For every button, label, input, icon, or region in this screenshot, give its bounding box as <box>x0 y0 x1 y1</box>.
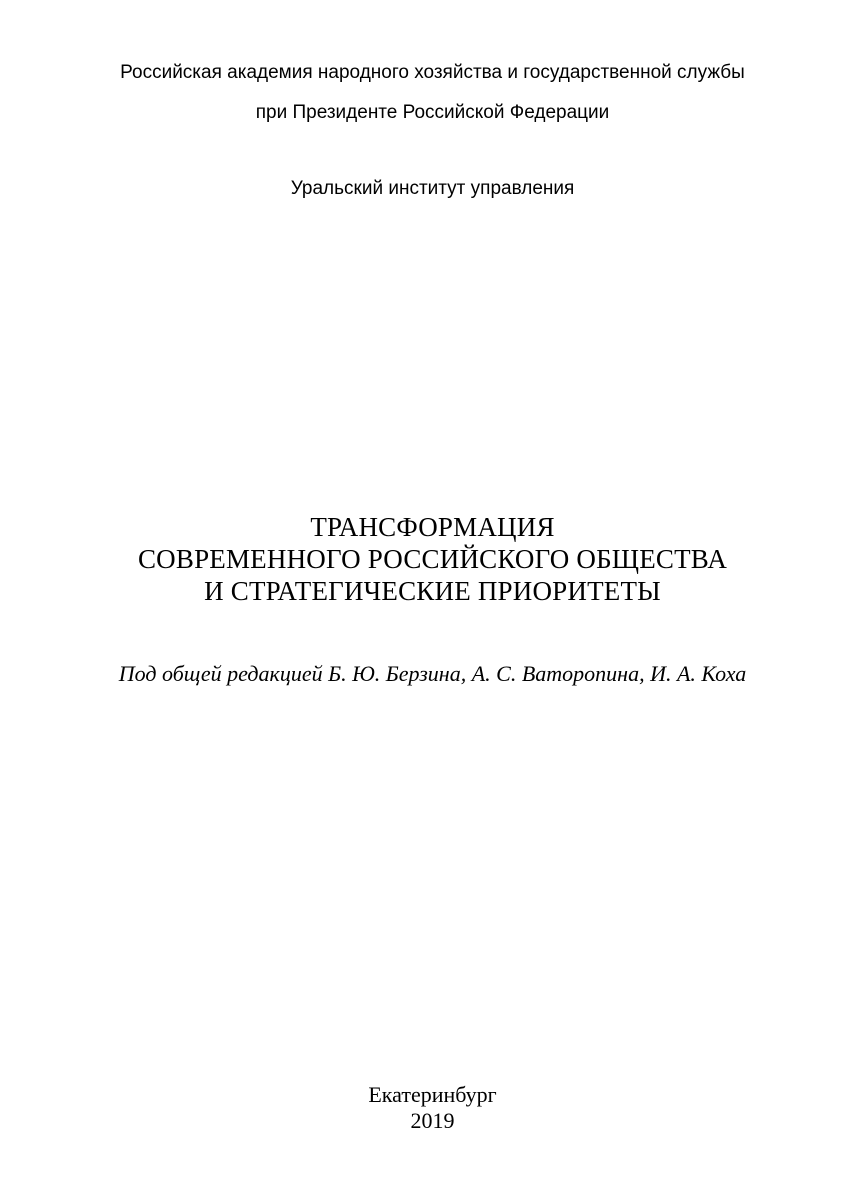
org-name-line-1: Российская академия народного хозяйства и государственной службы <box>120 62 745 83</box>
book-title-line-1: ТРАНСФОРМАЦИЯ <box>310 512 555 542</box>
institute-name: Уральский институт управления <box>290 178 575 199</box>
editors-line: Под общей редакцией Б. Ю. Берзина, А. С. Ваторопина, И. А. Коха <box>118 661 747 686</box>
org-name-line-2: при Президенте Российской Федерации <box>255 102 610 123</box>
publication-city: Екатеринбург <box>368 1082 497 1107</box>
publication-year: 2019 <box>410 1108 455 1133</box>
book-title-line-3: И СТРАТЕГИЧЕСКИЕ ПРИОРИТЕТЫ <box>204 576 661 606</box>
book-title-line-2: СОВРЕМЕННОГО РОССИЙСКОГО ОБЩЕСТВА <box>137 544 728 574</box>
